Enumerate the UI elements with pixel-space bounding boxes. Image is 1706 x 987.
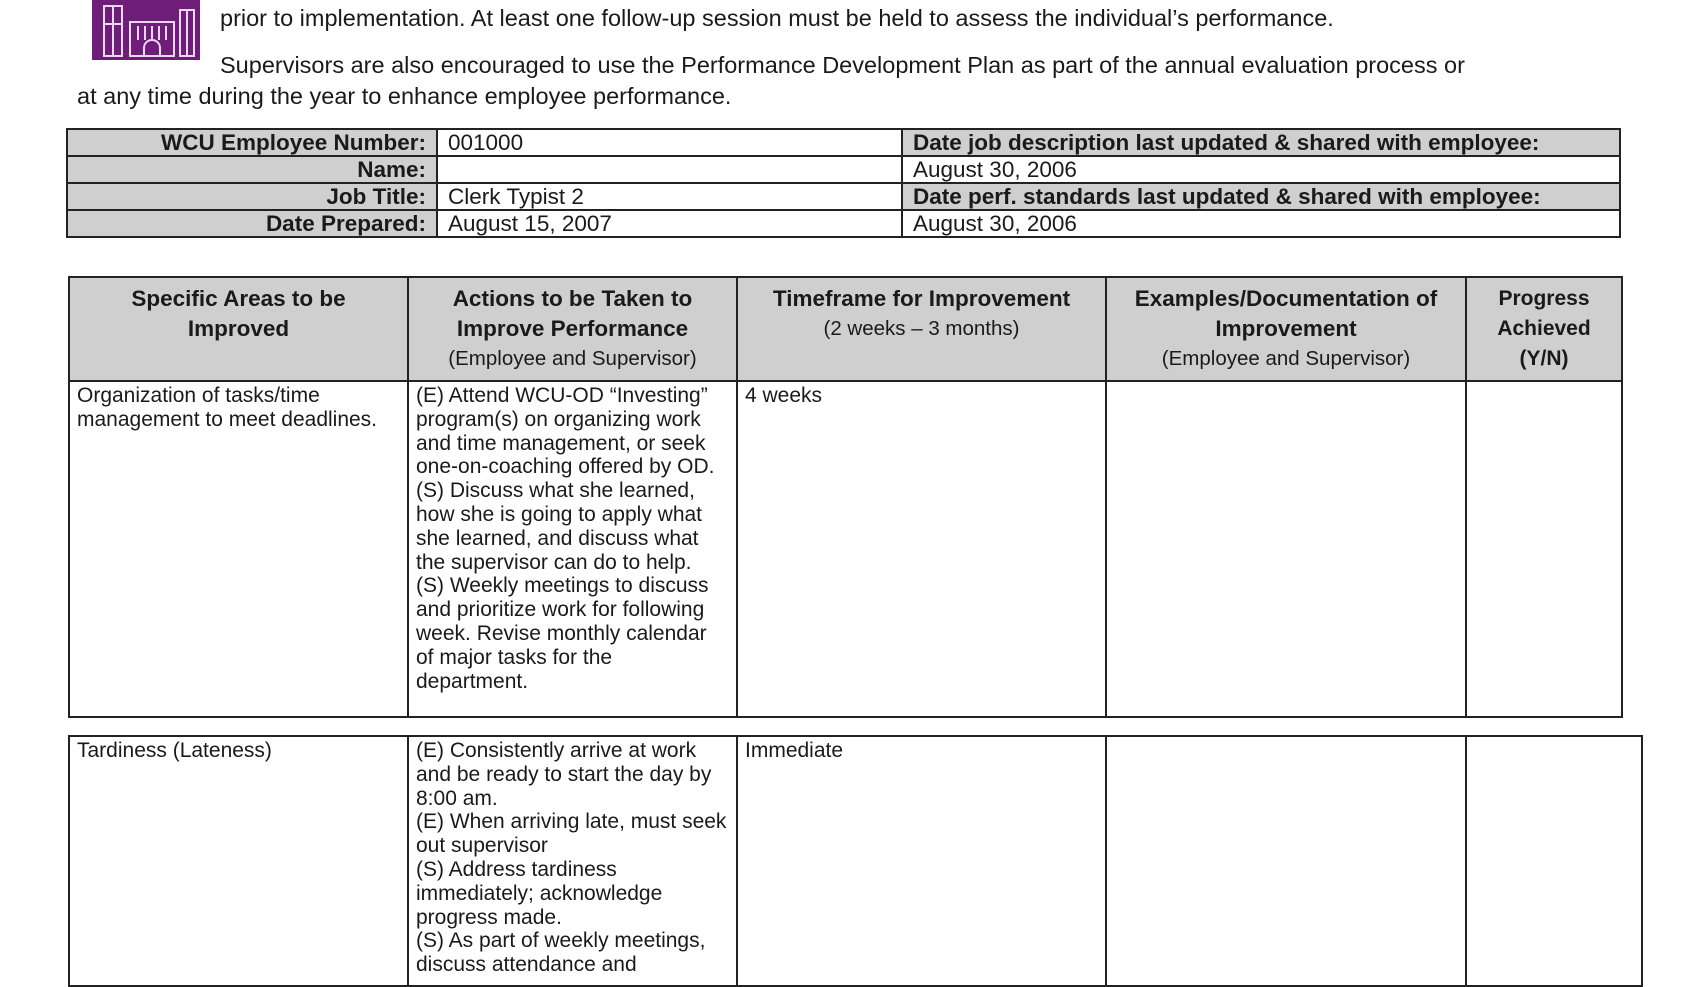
- area-cell: Organization of tasks/time management to meet deadlines.: [69, 381, 408, 717]
- name-label: Name:: [67, 156, 437, 183]
- employee-number-label: WCU Employee Number:: [67, 129, 437, 156]
- university-logo: [92, 0, 200, 60]
- standards-date-value: August 30, 2006: [902, 210, 1620, 237]
- job-title-label: Job Title:: [67, 183, 437, 210]
- header-actions: [408, 277, 737, 381]
- header-examples-sub: (Employee and Supervisor): [1161, 347, 1411, 370]
- intro-line-2: Supervisors are also encouraged to use the Performance Development Plan as part of the annual evaluation process or: [220, 52, 1465, 78]
- header-progress: [1466, 277, 1622, 381]
- action-item: (E) Attend WCU-OD “Investing” program(s) on organizing work and time management, or seek one-on-coaching offered by OD.: [416, 384, 715, 479]
- area-cell: Tardiness (Lateness): [69, 736, 408, 986]
- header-areas-line2: Improved: [187, 316, 290, 341]
- employee-info-table: [66, 128, 1621, 238]
- info-row: [67, 183, 1620, 210]
- actions-cell: [408, 381, 737, 717]
- header-timeframe: [737, 277, 1106, 381]
- action-item: (E) Consistently arrive at work and be ready to start the day by 8:00 am.: [416, 739, 712, 810]
- header-actions-line2: Improve Performance: [456, 316, 689, 341]
- date-prepared-label: Date Prepared:: [67, 210, 437, 237]
- job-description-date-value: August 30, 2006: [902, 156, 1620, 183]
- header-progress-line2: Achieved: [1497, 317, 1591, 340]
- action-item: (S) As part of weekly meetings, discuss attendance and: [416, 929, 706, 977]
- improvement-plan-table-continued: [68, 735, 1643, 987]
- header-examples-line2: Improvement: [1215, 316, 1357, 341]
- timeframe-cell: Immediate: [737, 736, 1106, 986]
- info-row: [67, 129, 1620, 156]
- progress-cell: [1466, 736, 1642, 986]
- actions-cell: [408, 736, 737, 986]
- action-item: (S) Address tardiness immediately; acknowledge progress made.: [416, 857, 663, 929]
- header-examples: [1106, 277, 1466, 381]
- intro-line-1: prior to implementation. At least one follow-up session must be held to assess the individual’s performance.: [220, 5, 1334, 31]
- info-row: [67, 156, 1620, 183]
- header-areas: [69, 277, 408, 381]
- header-areas-line1: Specific Areas to be: [131, 286, 346, 311]
- action-item: (S) Weekly meetings to discuss and prioritize work for following week. Revise monthly calendar of major tasks for the department.: [416, 574, 709, 693]
- job-description-date-label: Date job description last updated & shared with employee:: [902, 129, 1620, 156]
- action-item: (S) Discuss what she learned, how she is going to apply what she learned, and discuss what the supervisor can do to help.: [416, 479, 703, 574]
- header-timeframe-sub: (2 weeks – 3 months): [823, 317, 1020, 340]
- header-progress-line1: Progress: [1498, 287, 1590, 310]
- plan-row: [69, 381, 1622, 717]
- plan-row: [69, 736, 1642, 986]
- employee-number-value: 001000: [437, 129, 902, 156]
- name-value: [437, 156, 902, 183]
- header-actions-line1: Actions to be Taken to: [452, 286, 693, 311]
- header-progress-line3: (Y/N): [1519, 347, 1569, 370]
- date-prepared-value: August 15, 2007: [437, 210, 902, 237]
- plan-header-row: [69, 277, 1622, 381]
- examples-cell: [1106, 736, 1466, 986]
- progress-cell: [1466, 381, 1622, 717]
- info-row: [67, 210, 1620, 237]
- timeframe-cell: 4 weeks: [737, 381, 1106, 717]
- header-examples-line1: Examples/Documentation of: [1134, 286, 1438, 311]
- examples-cell: [1106, 381, 1466, 717]
- job-title-value: Clerk Typist 2: [437, 183, 902, 210]
- header-timeframe-line1: Timeframe for Improvement: [772, 286, 1071, 311]
- improvement-plan-table: [68, 276, 1623, 718]
- action-item: (E) When arriving late, must seek out supervisor: [416, 810, 727, 858]
- header-actions-sub: (Employee and Supervisor): [448, 347, 697, 370]
- standards-date-label: Date perf. standards last updated & shared with employee:: [902, 183, 1620, 210]
- intro-line-3: at any time during the year to enhance employee performance.: [77, 83, 732, 109]
